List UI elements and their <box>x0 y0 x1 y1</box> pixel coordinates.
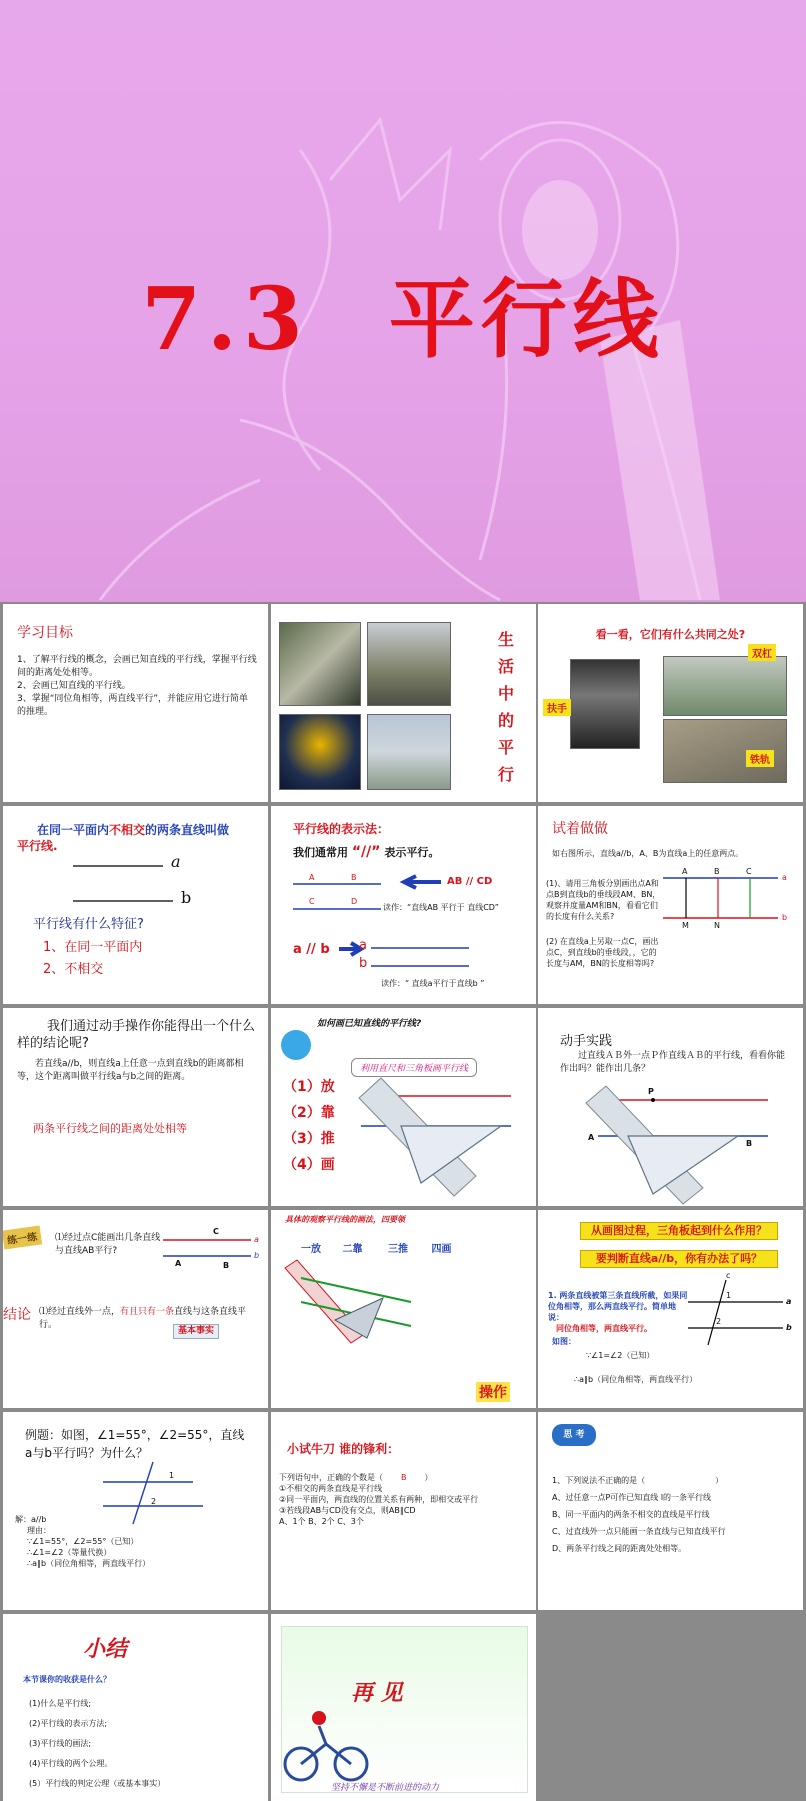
point-label: B <box>746 1139 753 1148</box>
solution-line: 理由： <box>27 1526 51 1535</box>
point-label: B <box>223 1261 230 1270</box>
point-label: C <box>746 867 752 876</box>
speech-bubble: 利用直尺和三角板画平行线 <box>351 1058 477 1077</box>
point-label: D <box>351 897 358 906</box>
intro-text: 表示平行。 <box>384 846 440 859</box>
point-label: C <box>213 1227 219 1236</box>
summary-subheading: 本节课你的收获是什么？ <box>23 1675 111 1684</box>
try-paragraph: (1)、请用三角板分别画出点A和点B到直线b的垂线段AM、BN，观察并度量AM和BN，看看它们的长度有什么关系? <box>546 879 661 921</box>
feature-item: 2、不相交 <box>43 962 104 977</box>
step-item: 四画 <box>431 1244 452 1255</box>
summary-item: (2)平行线的表示方法; <box>29 1719 108 1728</box>
bridge-photo <box>367 714 451 790</box>
point-label: N <box>714 921 720 930</box>
summary-item: (5）平行线的判定公理（或基本事实） <box>29 1779 166 1788</box>
a-b-notation: a // b <box>293 942 330 957</box>
goodbye-text: 再 见 <box>351 1680 403 1706</box>
goal-list <box>17 654 257 719</box>
line-label: a <box>359 938 367 953</box>
slide-heading: 平行线的表示法： <box>293 822 390 836</box>
line-label: b <box>782 913 788 922</box>
slide-definition <box>3 806 268 1004</box>
quiz-answer: B <box>401 1473 407 1482</box>
given-step: ∵∠1=∠2（已知） <box>586 1351 655 1360</box>
gymnast-photo <box>279 714 361 790</box>
point-label: A <box>682 867 688 876</box>
reading-1: 读作：“直线AB 平行于 直线CD” <box>383 903 499 912</box>
practice-question: ⑴经过点C能画出几条直线与直线AB平行? <box>55 1233 161 1256</box>
step-item: （3）推 <box>283 1131 335 1147</box>
try-paragraph: 如右图所示，直线a//b，A、B为直线a上的任意两点。 <box>552 849 744 858</box>
tag-parallel-bars: 双杠 <box>748 644 776 661</box>
basic-fact-badge: 基本事实 <box>173 1324 219 1339</box>
reading-2: 读作：“ 直线a平行于直线b ” <box>381 979 485 988</box>
slide-hands-on <box>538 1008 803 1206</box>
def-key: 不相交 <box>109 823 146 837</box>
slide-notation <box>271 806 536 1004</box>
slide-look-common <box>538 604 803 802</box>
slide-criterion <box>538 1210 803 1408</box>
feature-question: 平行线有什么特征? <box>33 917 144 932</box>
line-label: b <box>254 1251 260 1260</box>
slide-try-it <box>538 806 803 1004</box>
caption-char: 行 <box>497 765 514 784</box>
think-content <box>552 1472 792 1557</box>
quiz-statement: ①不相交的两条直线是平行线 <box>279 1484 383 1493</box>
slide-example <box>3 1412 268 1610</box>
quiz-options: A、1个 B、2个 C、3个 <box>279 1517 364 1526</box>
slide-heading: 看一看，它们有什么共同之处? <box>595 628 746 641</box>
slide-heading: 小试牛刀 谁的锋利： <box>287 1442 400 1456</box>
tag-rails: 铁轨 <box>746 750 774 767</box>
conclusion-text: 两条平行线之间的距离处处相等 <box>33 1122 187 1135</box>
concl-key: 有且只有一条 <box>120 1307 175 1317</box>
goal-item: 2、会画已知直线的平行线。 <box>17 681 131 691</box>
transversal-diagram <box>538 1210 803 1408</box>
slide-conclusion-distance <box>3 1008 268 1206</box>
ruler-triangle-diagram <box>271 1008 536 1206</box>
think-badge: 思 考 <box>552 1424 596 1446</box>
line-label: b <box>359 956 368 971</box>
line-label: b <box>786 1323 792 1332</box>
point-label: A <box>175 1259 182 1268</box>
question-text: 我们通过动手操作你能得出一个什么样的结论呢? <box>17 1019 256 1051</box>
concl-part: 直线与这条直线平行。 <box>39 1307 247 1330</box>
solution-line: ∴a∥b（同位角相等，两直线平行） <box>27 1559 151 1568</box>
quiz-statement: ③若线段AB与CD没有交点，则AB∥CD <box>279 1506 416 1515</box>
point-label: B <box>351 873 357 882</box>
think-question <box>552 1472 792 1489</box>
slide-practice-one <box>3 1210 268 1408</box>
angle-label: 1 <box>726 1291 732 1300</box>
motto-banner: 坚持不懈是不断前进的动力 <box>331 1783 440 1793</box>
parallel-symbol: “//” <box>351 844 381 860</box>
point-label: P <box>648 1087 654 1096</box>
think-option: B、同一平面内的两条不相交的直线是平行线 <box>552 1510 710 1519</box>
conclusion-text <box>39 1306 259 1332</box>
step-item: 二靠 <box>342 1244 363 1255</box>
def-part: 平行线. <box>17 839 58 853</box>
criterion-text: 1. 两条直线被第三条直线所截，如果同位角相等，那么两直线平行。简单地说： <box>548 1291 688 1322</box>
handrail-photo <box>570 659 640 749</box>
label-a: a <box>171 852 181 871</box>
quiz-statement: ②同一平面内，两直线的位置关系有两种，即相交或平行 <box>279 1495 479 1504</box>
therefore-step: ∴a∥b（同位角相等，两直线平行） <box>574 1375 698 1384</box>
solution-line: ∵∠1=55°，∠2=55°（已知） <box>27 1537 139 1546</box>
slide-heading: 小结 <box>83 1636 128 1662</box>
main-title <box>0 250 806 374</box>
feature-item: 1、在同一平面内 <box>43 940 143 955</box>
solution-line: 解：a//b <box>15 1515 47 1524</box>
question-text: 1、下列说法不正确的是（ <box>552 1476 646 1485</box>
caption-char: 活 <box>497 657 514 676</box>
point-label: A <box>588 1133 595 1142</box>
quiz-content <box>279 1472 529 1527</box>
point-label: C <box>309 897 315 906</box>
slide-heading: 试着做做 <box>552 821 608 837</box>
step-item: （1）放 <box>283 1079 335 1095</box>
title-slide <box>0 0 806 602</box>
goal-item: 1、了解平行线的概念，会画已知直线的平行线，掌握平行线间的距离处处相等。 <box>17 655 257 678</box>
summary-item: (1)什么是平行线; <box>29 1699 92 1708</box>
intro-text: 我们通常用 <box>293 846 348 859</box>
caption-char: 中 <box>497 684 514 703</box>
slide-summary <box>3 1614 268 1801</box>
step-item: 三推 <box>387 1244 408 1255</box>
label-b: b <box>181 888 192 907</box>
conclusion-label: 结论 <box>3 1307 31 1323</box>
cyclist-illustration <box>271 1614 536 1801</box>
practice-text: 过直线ＡＢ外一点Ｐ作直线ＡＢ的平行线，看看你能作出吗？能作出几条？ <box>560 1051 786 1074</box>
practice-diagram <box>538 1008 803 1206</box>
step-item: 一放 <box>301 1244 321 1255</box>
quiz-question <box>279 1472 529 1483</box>
vertical-caption <box>496 626 516 788</box>
example-diagram <box>3 1412 268 1610</box>
summary-item: (3)平行线的画法; <box>29 1739 92 1748</box>
slide-learning-goals <box>3 604 268 802</box>
think-option: C、过直线外一点只能画一条直线与已知直线平行 <box>552 1527 726 1536</box>
parallel-bars-photo <box>663 656 787 716</box>
line-label: a <box>254 1235 259 1244</box>
tag-handrail: 扶手 <box>543 699 571 716</box>
banner-judge: 要判断直线a//b，你有办法了吗？ <box>580 1250 778 1268</box>
distance-paragraph: 若直线a//b，则直线a上任意一点到直线b的距离都相等，这个距离叫做平行线a与b之间的距离。 <box>17 1059 244 1082</box>
summary-item: (4)平行线的两个公理。 <box>29 1759 113 1768</box>
perpendicular-diagram <box>538 806 803 1004</box>
slide-heading: 动手实践 <box>560 1034 613 1049</box>
chapter-number: 7.3 <box>141 269 309 370</box>
angle-label: 1 <box>169 1471 175 1480</box>
practice-tag: 练一练 <box>3 1225 42 1249</box>
angle-label: 2 <box>716 1317 722 1326</box>
caption-char: 的 <box>497 711 514 730</box>
def-part: 的两条直线叫做 <box>145 823 230 837</box>
chapter-title: 平行线 <box>388 269 665 370</box>
step-item: （4）画 <box>283 1157 335 1173</box>
solution <box>15 1514 215 1569</box>
point-label: M <box>682 921 689 930</box>
banner-role: 从画图过程，三角板起到什么作用？ <box>580 1222 778 1240</box>
slide-think <box>538 1412 803 1610</box>
step-item: （2）靠 <box>283 1105 335 1121</box>
angle-label: 2 <box>151 1497 157 1506</box>
slide-goodbye <box>271 1614 536 1801</box>
drawing-steps-diagram <box>271 1210 536 1408</box>
slide-heading: 如何画已知直线的平行线? <box>317 1019 422 1029</box>
point-label: B <box>714 867 720 876</box>
question-text: ） <box>715 1476 724 1485</box>
slide-how-to-draw <box>271 1008 536 1206</box>
operate-icon: 操作 <box>476 1382 510 1402</box>
slide-parallel-in-life <box>271 604 536 802</box>
point-label: A <box>309 873 315 882</box>
caption-char: 生 <box>497 630 514 649</box>
caption-char: 平 <box>497 738 514 757</box>
concl-part: ⑴经过直线外一点， <box>39 1307 121 1317</box>
question-text: ） <box>424 1473 433 1482</box>
slide-drawing-steps <box>271 1210 536 1408</box>
line-label: c <box>726 1271 731 1280</box>
slide-heading: 学习目标 <box>17 625 73 641</box>
escalator-photo <box>279 622 361 706</box>
line-label: a <box>782 873 787 882</box>
summary-list <box>29 1694 165 1794</box>
goal-item: 3、掌握“同位角相等，两直线平行”，并能应用它进行简单的推理。 <box>17 694 249 717</box>
question-text: 下列语句中，正确的个数是（ <box>279 1473 383 1482</box>
solution-line: ∴∠1=∠2（等量代换） <box>27 1548 112 1557</box>
criterion-short: 同位角相等，两直线平行。 <box>556 1324 652 1333</box>
ab-cd-notation: AB // CD <box>447 876 493 887</box>
think-option: A、过任意一点P可作已知直线 l的一条平行线 <box>552 1493 712 1502</box>
line-label: a <box>786 1297 792 1306</box>
think-option: D、两条平行线之间的距离处处相等。 <box>552 1544 687 1553</box>
try-paragraph: (2) 在直线a上另取一点C，画出点C，到直线b的垂线段，，它的长度与AM，BN的长度相等吗? <box>546 937 659 968</box>
def-part: 在同一平面内 <box>37 823 110 837</box>
railway-photo <box>367 622 451 706</box>
slide-heading: 具体的观察平行线的画法，四要领 <box>285 1215 405 1224</box>
figure-label: 如图： <box>552 1337 576 1346</box>
slide-quick-quiz <box>271 1412 536 1610</box>
example-question: 例题：如图，∠1=55°，∠2=55°，直线a与b平行吗？为什么？ <box>25 1428 245 1460</box>
